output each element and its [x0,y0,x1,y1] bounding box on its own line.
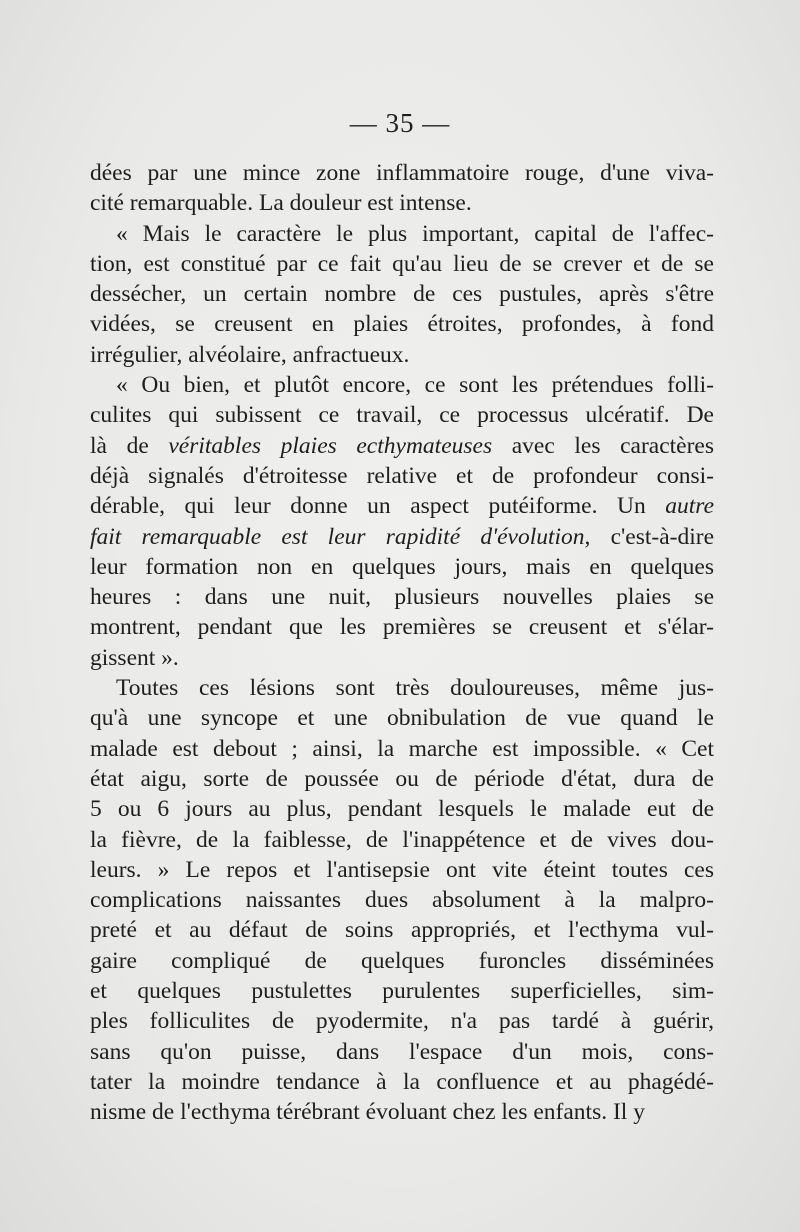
text-line: culites qui subissent ce travail, ce processus ulcératif. De [90,402,714,429]
text-line: montrent, pendant que les premières se creusent et s'élar- [90,614,714,641]
paragraph [90,370,714,673]
text-line: état aigu, sorte de poussée ou de période d'état, dura de [90,765,714,792]
text-line: gissent ». [90,644,179,671]
text-line: qu'à une syncope et une obnibulation de vue quand le [90,705,714,732]
paragraph [90,219,714,370]
text-line: là de véritables plaies ecthymateuses avec les caractères [90,432,714,459]
text-line: preté et au défaut de soins appropriés, et l'ecthyma vul- [90,917,714,944]
page-number: — 35 — [349,108,451,138]
text-line: irrégulier, alvéolaire, anfractueux. [90,341,410,368]
body-text [90,158,714,1128]
text-line: leur formation non en quelques jours, mais en quelques [90,553,714,580]
text-line: « Mais le caractère le plus important, capital de l'affec- [116,220,714,247]
text-line: complications naissantes dues absolument à la malpro- [90,887,714,914]
text-line: et quelques pustulettes purulentes superficielles, sim- [90,978,714,1005]
text-line: leurs. » Le repos et l'antisepsie ont vite éteint toutes ces [90,856,714,883]
text-line: nisme de l'ecthyma térébrant évoluant chez les enfants. Il y [90,1099,645,1126]
text-line: la fièvre, de la faiblesse, de l'inappétence et de vives dou- [90,826,714,853]
paragraph [90,673,714,1127]
text-line: dessécher, un certain nombre de ces pustules, après s'être [90,281,714,308]
text-line: tater la moindre tendance à la confluence et au phagédé- [90,1068,714,1095]
text-line: dées par une mince zone inflammatoire rouge, d'une viva- [90,160,714,186]
text-line: tion, est constitué par ce fait qu'au lieu de se crever et de se [90,250,714,277]
text-line: fait remarquable est leur rapidité d'évolution, c'est-à-dire [90,523,714,550]
paragraph [90,158,714,219]
text-line: dérable, qui leur donne un aspect putéiforme. Un autre [90,493,714,520]
text-line: sans qu'on puisse, dans l'espace d'un mois, cons- [90,1038,714,1065]
text-line: heures : dans une nuit, plusieurs nouvelles plaies se [90,584,714,611]
text-line: « Ou bien, et plutôt encore, ce sont les prétendues folli- [116,372,714,399]
text-line: malade est debout ; ainsi, la marche est impossible. « Cet [90,735,714,762]
text-line: gaire compliqué de quelques furoncles disséminées [90,947,714,974]
text-line: vidées, se creusent en plaies étroites, profondes, à fond [90,311,714,338]
text-line: cité remarquable. La douleur est intense. [90,190,472,217]
text-line: ples folliculites de pyodermite, n'a pas tardé à guérir, [90,1008,714,1035]
text-line: déjà signalés d'étroitesse relative et de profondeur consi- [90,462,714,489]
text-line: 5 ou 6 jours au plus, pendant lesquels le malade eut de [90,796,714,823]
text-line: Toutes ces lésions sont très douloureuses, même jus- [116,675,714,702]
